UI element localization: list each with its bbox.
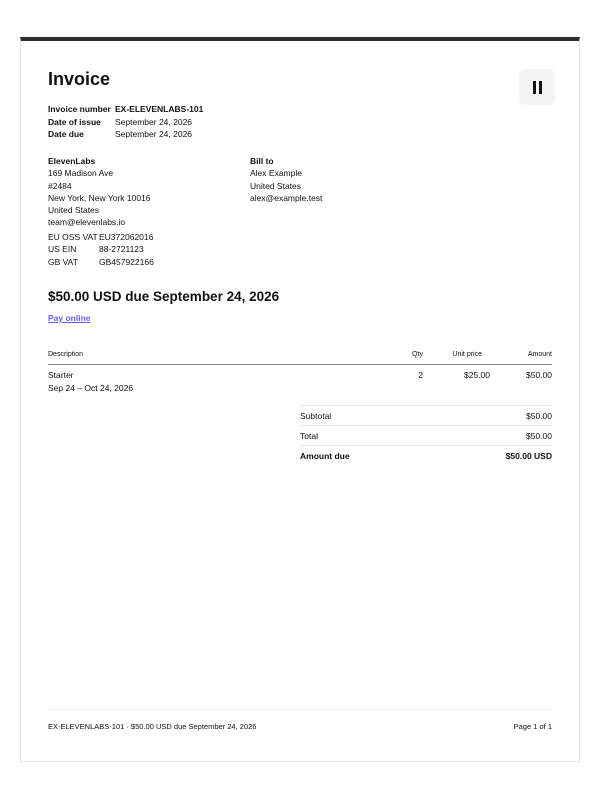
tax-ids	[48, 231, 154, 268]
seller-address-line: New York, New York 10016	[48, 192, 151, 203]
table-row	[48, 369, 552, 394]
bill-to-heading: Bill to	[250, 156, 274, 166]
subtotal-row	[300, 405, 552, 425]
seller-address-line: #2484	[48, 180, 72, 191]
meta-label: Date of issue	[48, 116, 101, 127]
meta-row-date-of-issue	[48, 116, 203, 129]
tax-id-row	[48, 256, 154, 268]
totals-value: $50.00 USD	[505, 450, 552, 461]
invoice-page	[20, 37, 580, 762]
totals-label: Subtotal	[300, 410, 332, 421]
tax-id-label: GB VAT	[48, 256, 78, 267]
item-qty: 2	[418, 370, 423, 380]
tax-id-label: US EIN	[48, 244, 77, 255]
tax-id-label: EU OSS VAT	[48, 232, 98, 242]
column-header-amount: Amount	[527, 351, 552, 358]
amount-due-heading: $50.00 USD due September 24, 2026	[48, 289, 280, 304]
table-header	[48, 349, 552, 365]
tax-id-value: GB457922166	[99, 256, 154, 267]
item-amount: $50.00	[526, 370, 552, 380]
invoice-meta	[48, 103, 203, 141]
tax-id-row	[48, 243, 154, 255]
seller-address	[48, 155, 151, 229]
bill-to	[250, 155, 322, 204]
invoice-title: Invoice	[48, 69, 111, 89]
totals-label: Total	[300, 430, 318, 441]
seller-name: ElevenLabs	[48, 156, 96, 166]
tax-id-value: EU372062016	[99, 232, 154, 242]
meta-value: September 24, 2026	[115, 129, 193, 139]
meta-value: September 24, 2026	[115, 116, 193, 127]
column-header-qty: Qty	[412, 351, 423, 358]
footer-summary: EX-ELEVENLABS-101 · $50.00 USD due September 24, 2026	[48, 722, 257, 731]
amount-due-row	[300, 445, 552, 465]
seller-address-line: 169 Madison Ave	[48, 168, 114, 179]
item-description: Starter	[48, 370, 74, 380]
bill-to-line: Alex Example	[250, 168, 302, 179]
totals-label: Amount due	[300, 450, 350, 461]
seller-address-line: United States	[48, 205, 100, 216]
page-footer	[48, 709, 552, 731]
total-row	[300, 425, 552, 445]
totals-value: $50.00	[526, 410, 552, 421]
seller-email: team@elevenlabs.io	[48, 217, 126, 228]
totals-value: $50.00	[526, 430, 552, 441]
tax-id-row	[48, 231, 154, 243]
tax-id-value: 88-2721123	[99, 244, 144, 255]
elevenlabs-logo-icon	[519, 69, 555, 105]
column-header-unit-price: Unit price	[452, 351, 482, 358]
pay-online-link[interactable]: Pay online	[48, 313, 91, 323]
bill-to-email: alex@example.test	[250, 192, 323, 203]
totals	[300, 405, 552, 465]
meta-label: Date due	[48, 129, 84, 139]
page-number: Page 1 of 1	[513, 722, 552, 731]
meta-row-invoice-number	[48, 103, 203, 116]
column-header-description: Description	[48, 351, 84, 358]
item-period: Sep 24 – Oct 24, 2026	[48, 382, 134, 393]
meta-row-date-due	[48, 128, 203, 141]
meta-label: Invoice number	[48, 104, 111, 114]
item-unit-price: $25.00	[464, 370, 490, 380]
bill-to-line: United States	[250, 180, 302, 191]
meta-value: EX-ELEVENLABS-101	[115, 104, 204, 114]
